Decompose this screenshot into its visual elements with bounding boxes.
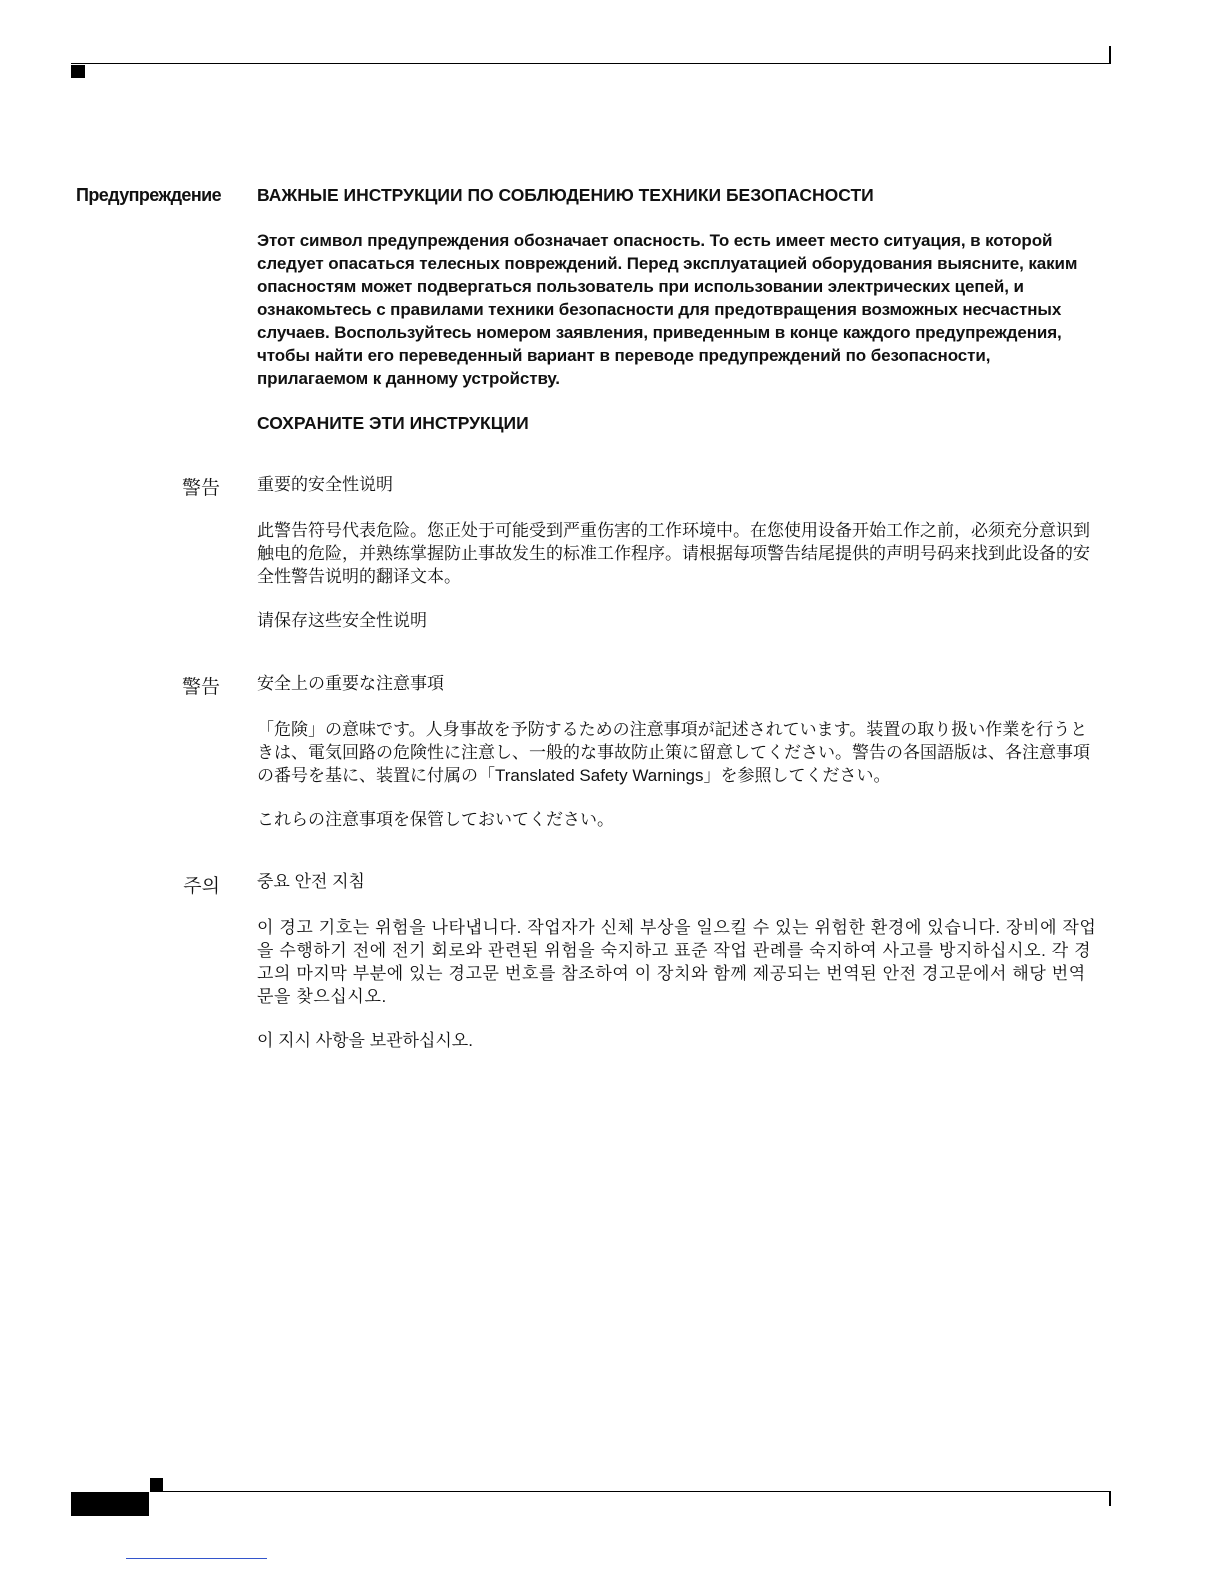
footer-link-underline[interactable] bbox=[126, 1558, 267, 1559]
warning-body: 「危険」の意味です。人身事故を予防するための注意事項が記述されています。装置の取り扱い作業を行うときは、電気回路の危険性に注意し、一般的な事故防止策に留意してください。警告の各国語版は、各注意事項の番号を基に、装置に付属の「Translated Safety Warnings」を参照してください。 bbox=[257, 720, 1090, 785]
warning-title: 安全上の重要な注意事項 bbox=[257, 674, 444, 693]
header-corner-marker bbox=[71, 65, 85, 78]
warning-label: 주의 bbox=[183, 876, 220, 897]
warning-body: 此警告符号代表危险。您正处于可能受到严重伤害的工作环境中。在您使用设备开始工作之前，必须充分意识到触电的危险，并熟练掌握防止事故发生的标准工作程序。请根据每项警告结尾提供的声明号码来找到此设备的安全性警告说明的翻译文本。 bbox=[257, 521, 1090, 586]
warning-body: Этот символ предупреждения обозначает опасность. То есть имеет место ситуация, в которой следует опасаться телесных повреждений. Перед эксплуатацией оборудования выясните, каким опасностям может подвергаться пользователь при использовании электрических цепей, и ознакомьтесь с правилами техники безопасности для предотвращения возможных несчастных случаев. Воспользуйтесь номером заявления, приведенным в конце каждого предупреждения, чтобы найти его переведенный вариант в переводе предупреждений по безопасности, прилагаемом к данному устройству. bbox=[257, 231, 1078, 388]
warning-title: ВАЖНЫЕ ИНСТРУКЦИИ ПО СОБЛЮДЕНИЮ ТЕХНИКИ БЕЗОПАСНОСТИ bbox=[257, 185, 874, 205]
header-rule bbox=[71, 63, 1111, 64]
warning-save-instruction: 이 지시 사항을 보관하십시오. bbox=[257, 1031, 473, 1050]
warning-label: 警告 bbox=[181, 478, 220, 499]
warning-save-instruction: これらの注意事項を保管しておいてください。 bbox=[257, 810, 614, 829]
warning-body: 이 경고 기호는 위험을 나타냅니다. 작업자가 신체 부상을 일으킬 수 있는 위험한 환경에 있습니다. 장비에 작업을 수행하기 전에 전기 회로와 관련된 위험을 숙지하고 표준 작업 관례를 숙지하여 사고를 방지하십시오. 각 경고의 마지막 부분에 있는 경고문 번호를 참조하여 이 장치와 함께 제공되는 번역된 안전 경고문에서 해당 번역문을 찾으십시오. bbox=[257, 918, 1097, 1006]
warning-title: 중요 안전 지침 bbox=[257, 872, 365, 891]
header-tick-mark bbox=[1109, 46, 1111, 64]
footer-rule bbox=[150, 1491, 1111, 1492]
warning-save-instruction: 请保存这些安全性说明 bbox=[257, 611, 427, 630]
warning-title: 重要的安全性说明 bbox=[257, 475, 393, 494]
footer-tick-mark bbox=[1109, 1492, 1111, 1506]
warning-label: Предупреждение bbox=[76, 185, 221, 205]
footer-page-tab bbox=[71, 1492, 149, 1516]
warning-save-instruction: СОХРАНИТЕ ЭТИ ИНСТРУКЦИИ bbox=[257, 413, 529, 433]
footer-corner-marker bbox=[150, 1478, 163, 1491]
warning-label: 警告 bbox=[181, 677, 220, 698]
